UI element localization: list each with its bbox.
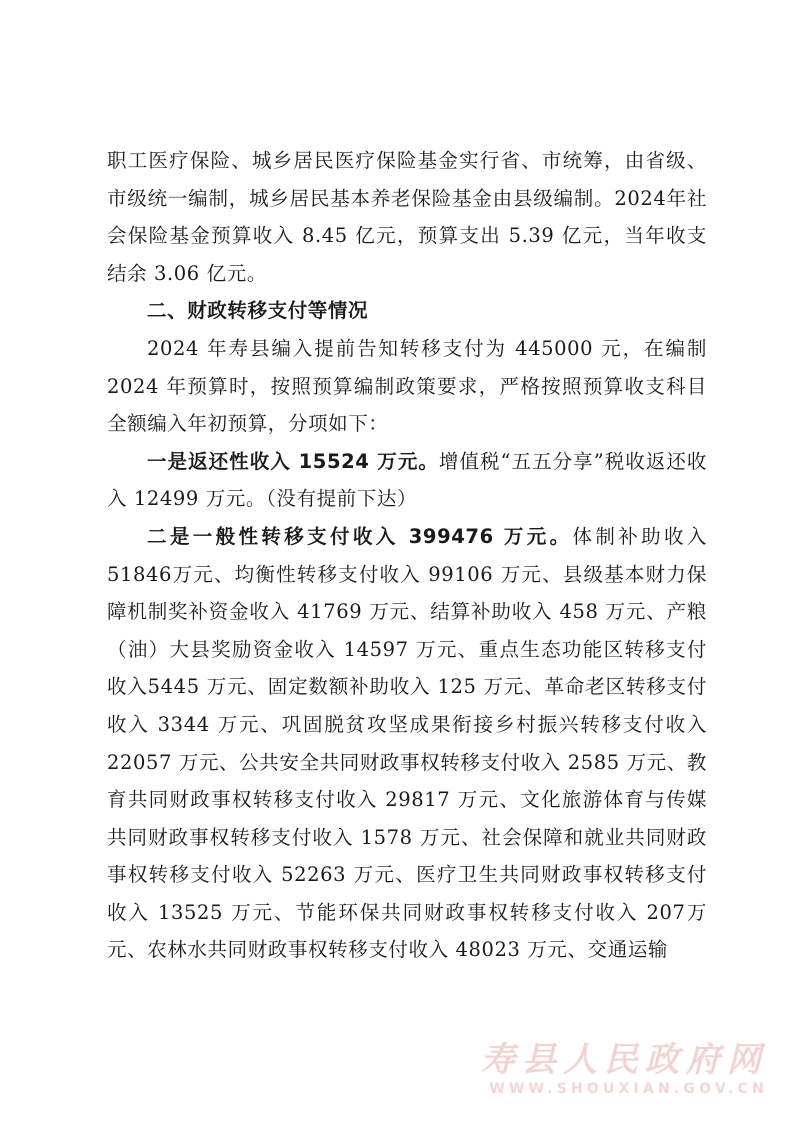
watermark-site-name: 寿县人民政府网 bbox=[481, 1040, 768, 1080]
document-body bbox=[107, 142, 707, 969]
paragraph-continued: 职工医疗保险、城乡居民医疗保险基金实行省、市统筹，由省级、市级统一编制，城乡居民基本养老保险基金由县级编制。2024年社会保险基金预算收入 8.45 亿元，预算支出 5.39 亿元，当年收支结余 3.06 亿元。 bbox=[107, 149, 707, 285]
item-1-body: 增值税“五五分享”税收返还收入 12499 万元。（没有提前下达） bbox=[107, 449, 707, 511]
paragraph-item-2 bbox=[107, 518, 707, 969]
paragraph-item-1 bbox=[107, 443, 707, 518]
watermark-domain: WWW.SHOUXIAN.GOV.CN bbox=[489, 1081, 768, 1097]
site-watermark bbox=[481, 1040, 768, 1098]
paragraph-intro: 2024 年寿县编入提前告知转移支付为 445000 元，在编制2024 年预算时，按照预算编制政策要求，严格按照预算收支科目全额编入年初预算，分项如下： bbox=[107, 336, 707, 436]
item-2-body: 体制补助收入 51846万元、均衡性转移支付收入 99106 万元、县级基本财力保障机制奖补资金收入 41769 万元、结算补助收入 458 万元、产粮（油）大县奖励资金收入 14597 万元、重点生态功能区转移支付收入5445 万元、固定数额补助收入 125 万元、革命老区转移支付收入 3344 万元、巩固脱贫攻坚成果衔接乡村振兴转移支付收入22057 万元、公共安全共同财政事权转移支付收入 2585 万元、教育共同财政事权转移支付收入 29817 万元、文化旅游体育与传媒共同财政事权转移支付收入 1578 万元、社会保障和就业共同财政事权转移支付收入 52263 万元、医疗卫生共同财政事权转移支付收入 13525 万元、节能环保共同财政事权转移支付收入 207万元、农林水共同财政事权转移支付收入 48023 万元、交通运输 bbox=[107, 524, 708, 962]
item-1-lead: 一是返还性收入 15524 万元。 bbox=[147, 449, 439, 473]
section-heading: 二、财政转移支付等情况 bbox=[147, 299, 369, 323]
item-2-lead: 二是一般性转移支付收入 399476 万元。 bbox=[147, 524, 573, 548]
